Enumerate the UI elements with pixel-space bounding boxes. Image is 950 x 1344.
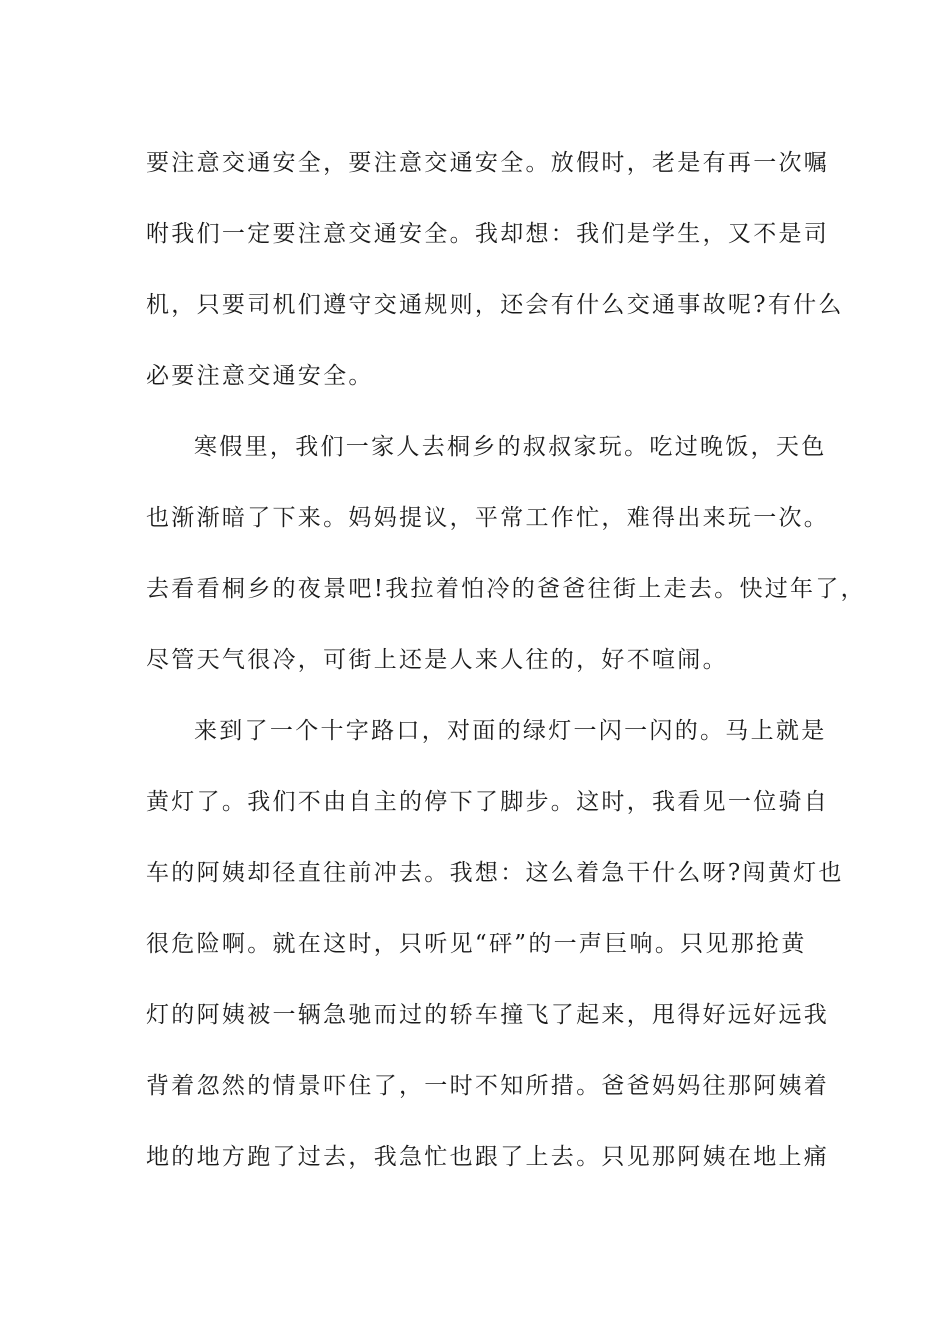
text-line: 也渐渐暗了下来。妈妈提议，平常工作忙，难得出来玩一次。 — [146, 505, 830, 531]
text-line: 机，只要司机们遵守交通规则，还会有什么交通事故呢?有什么 — [146, 292, 844, 318]
text-line: 要注意交通安全，要注意交通安全。放假时，老是有再一次嘱 — [146, 150, 830, 176]
paragraph-first-line: 寒假里，我们一家人去桐乡的叔叔家玩。吃过晚饭，天色 — [194, 434, 827, 460]
text-line: 背着忽然的情景吓住了，一时不知所措。爸爸妈妈往那阿姨着 — [146, 1073, 830, 1099]
text-line: 灯的阿姨被一辆急驰而过的轿车撞飞了起来，甩得好远好远我 — [146, 1002, 830, 1028]
text-line: 必要注意交通安全。 — [146, 363, 374, 389]
text-line: 黄灯了。我们不由自主的停下了脚步。这时，我看见一位骑自 — [146, 789, 830, 815]
text-line: 去看看桐乡的夜景吧!我拉着怕冷的爸爸往街上走去。快过年了， — [146, 576, 866, 602]
text-line: 车的阿姨却径直往前冲去。我想：这么着急干什么呀?闯黄灯也 — [146, 860, 844, 886]
paragraph-first-line: 来到了一个十字路口，对面的绿灯一闪一闪的。马上就是 — [194, 718, 827, 744]
body-text — [146, 128, 866, 1193]
text-line: 咐我们一定要注意交通安全。我却想：我们是学生，又不是司 — [146, 221, 830, 247]
text-line: 尽管天气很冷，可街上还是人来人往的，好不喧闹。 — [146, 647, 728, 673]
text-line: 地的地方跑了过去，我急忙也跟了上去。只见那阿姨在地上痛 — [146, 1144, 830, 1170]
text-line: 很危险啊。就在这时，只听见“砰”的一声巨响。只见那抢黄 — [146, 931, 807, 957]
